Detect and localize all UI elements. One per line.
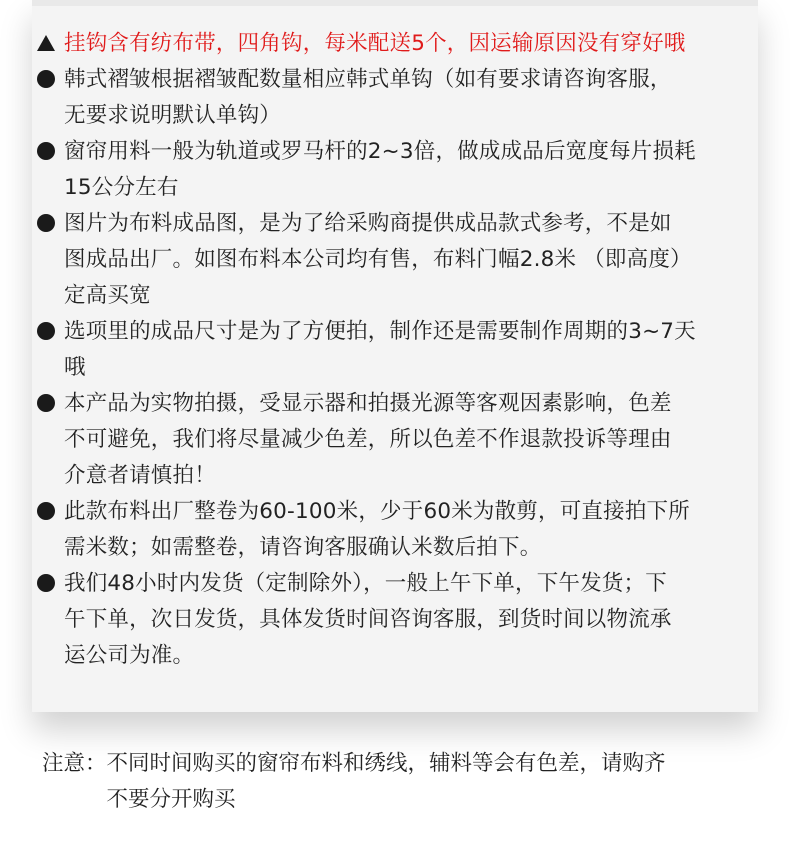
bullet-icon — [37, 214, 55, 232]
notice-item-hooks — [36, 26, 752, 62]
bullet-icon — [37, 574, 55, 592]
triangle-icon — [37, 35, 55, 51]
notice-text-fabric-usage: 窗帘用料一般为轨道或罗马杆的2~3倍，做成成品后宽度每片损耗 15公分左右 — [64, 139, 696, 200]
notice-text-roll-length: 此款布料出厂整卷为60-100米，少于60米为散剪，可直接拍下所 需米数；如需整卷，请咨询客服确认米数后拍下。 — [64, 499, 690, 560]
notice-text-production-cycle: 选项里的成品尺寸是为了方便拍，制作还是需要制作周期的3~7天 哦 — [64, 319, 696, 380]
notice-text-pleat-hooks: 韩式褶皱根据褶皱配数量相应韩式单钩（如有要求请咨询客服， 无要求说明默认单钩） — [64, 67, 672, 128]
notice-list — [36, 26, 752, 674]
notice-item-fabric-usage — [36, 134, 752, 206]
notice-item-roll-length — [36, 494, 752, 566]
bullet-icon — [37, 322, 55, 340]
notice-text-hooks: 挂钩含有纺布带，四角钩，每米配送5个，因运输原因没有穿好哦 — [64, 31, 686, 56]
notice-item-production-cycle — [36, 314, 752, 386]
notice-item-product-images — [36, 206, 752, 314]
footer-note — [42, 746, 747, 818]
notice-item-shipping — [36, 566, 752, 674]
notice-text-color-difference: 本产品为实物拍摄，受显示器和拍摄光源等客观因素影响，色差 不可避免，我们将尽量减少色差，所以色差不作退款投诉等理由 介意者请慎拍！ — [64, 391, 672, 488]
footer-note-text: 不同时间购买的窗帘布料和绣线，辅料等会有色差，请购齐 不要分开购买 — [106, 751, 666, 812]
card-top-edge — [32, 0, 758, 6]
notice-item-pleat-hooks — [36, 62, 752, 134]
bullet-icon — [37, 394, 55, 412]
bullet-icon — [37, 70, 55, 88]
footer-note-label: 注意： — [42, 751, 107, 776]
notice-text-product-images: 图片为布料成品图，是为了给采购商提供成品款式参考，不是如 图成品出厂。如图布料本公司均有售，布料门幅2.8米 （即高度） 定高买宽 — [64, 211, 692, 308]
bullet-icon — [37, 142, 55, 160]
notice-item-color-difference — [36, 386, 752, 494]
notice-text-shipping: 我们48小时内发货（定制除外），一般上午下单，下午发货；下 午下单，次日发货，具体发货时间咨询客服，到货时间以物流承 运公司为准。 — [64, 571, 672, 668]
bullet-icon — [37, 502, 55, 520]
